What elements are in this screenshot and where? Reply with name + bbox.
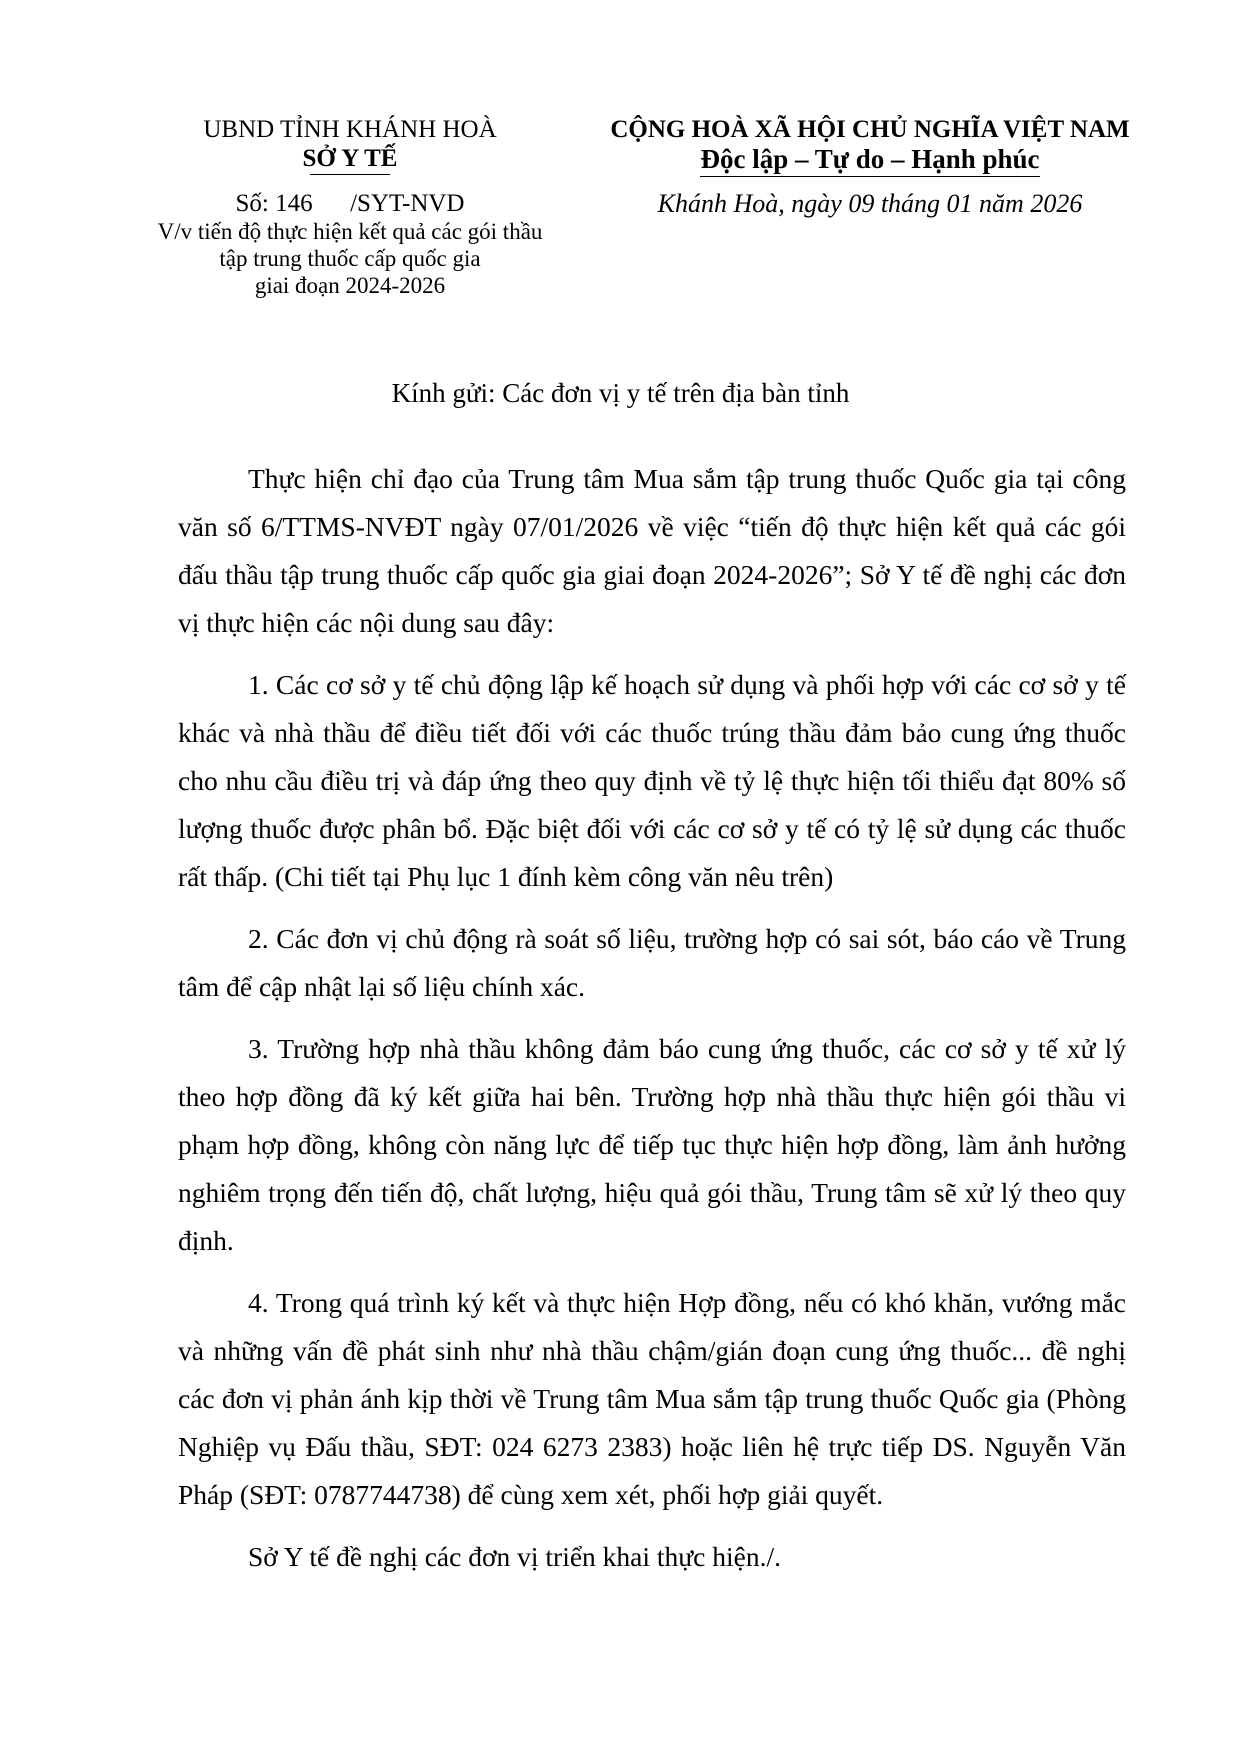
nation-title: CỘNG HOÀ XÃ HỘI CHỦ NGHĨA VIỆT NAM <box>610 116 1130 143</box>
place-date: Khánh Hoà, ngày 09 tháng 01 năm 2026 <box>657 189 1083 218</box>
motto-text: Độc lập – Tự do – Hạnh phúc <box>700 144 1040 174</box>
national-motto <box>700 144 1039 177</box>
subject-line: V/v tiến độ thực hiện kết quả các gói thầu <box>157 219 543 244</box>
department-underline <box>310 174 390 175</box>
issuing-agency: UBND TỈNH KHÁNH HOÀ <box>203 116 497 143</box>
subject-line: tập trung thuốc cấp quốc gia <box>219 246 481 271</box>
subject-line: giai đoạn 2024-2026 <box>254 273 446 298</box>
issuer-block <box>140 115 560 299</box>
national-header <box>590 115 1150 218</box>
issuing-department <box>303 144 398 175</box>
body-paragraph: 2. Các đơn vị chủ động rà soát số liệu, trường hợp có sai sót, báo cáo về Trung tâm để cập nhật lại số liệu chính xác. <box>178 923 1126 1002</box>
document-number: Số: 146 /SYT-NVD <box>235 190 465 217</box>
document-subject <box>140 218 560 299</box>
body-paragraph: Thực hiện chỉ đạo của Trung tâm Mua sắm tập trung thuốc Quốc gia tại công văn số 6/TTMS-NVĐT ngày 07/01/2026 về việc “tiến độ thực hiện kết quả các gói đấu thầu tập trung thuốc cấp quốc gia giai đoạn 2024-2026”; Sở Y tế đề nghị các đơn vị thực hiện các nội dung sau đây: <box>178 463 1126 638</box>
recipient-line: Kính gửi: Các đơn vị y tế trên địa bàn tỉnh <box>391 378 850 408</box>
closing-paragraph: Sở Y tế đề nghị các đơn vị triển khai thực hiện./. <box>248 1541 782 1572</box>
body-paragraph: 3. Trường hợp nhà thầu không đảm báo cung ứng thuốc, các cơ sở y tế xử lý theo hợp đồng đã ký kết giữa hai bên. Trường hợp nhà thầu thực hiện gói thầu vi phạm hợp đồng, không còn năng lực để tiếp tục thực hiện hợp đồng, làm ảnh hưởng nghiêm trọng đến tiến độ, chất lượng, hiệu quả gói thầu, Trung tâm sẽ xử lý theo quy định. <box>178 1033 1126 1256</box>
document-body <box>178 455 1126 1595</box>
body-paragraph: 4. Trong quá trình ký kết và thực hiện Hợp đồng, nếu có khó khăn, vướng mắc và những vấn đề phát sinh như nhà thầu chậm/gián đoạn cung ứng thuốc... đề nghị các đơn vị phản ánh kịp thời về Trung tâm Mua sắm tập trung thuốc Quốc gia (Phòng Nghiệp vụ Đấu thầu, SĐT: 024 6273 2383) hoặc liên hệ trực tiếp DS. Nguyễn Văn Pháp (SĐT: 0787744738) để cùng xem xét, phối hợp giải quyết. <box>178 1287 1126 1510</box>
motto-underline <box>700 176 1039 177</box>
department-name: SỞ Y TẾ <box>302 145 398 172</box>
body-paragraph: 1. Các cơ sở y tế chủ động lập kế hoạch sử dụng và phối hợp với các cơ sở y tế khác và nhà thầu để điều tiết đối với các thuốc trúng thầu đảm bảo cung ứng thuốc cho nhu cầu điều trị và đáp ứng theo quy định về tỷ lệ thực hiện tối thiểu đạt 80% số lượng thuốc được phân bổ. Đặc biệt đối với các cơ sở y tế có tỷ lệ sử dụng các thuốc rất thấp. (Chi tiết tại Phụ lục 1 đính kèm công văn nêu trên) <box>178 669 1126 892</box>
